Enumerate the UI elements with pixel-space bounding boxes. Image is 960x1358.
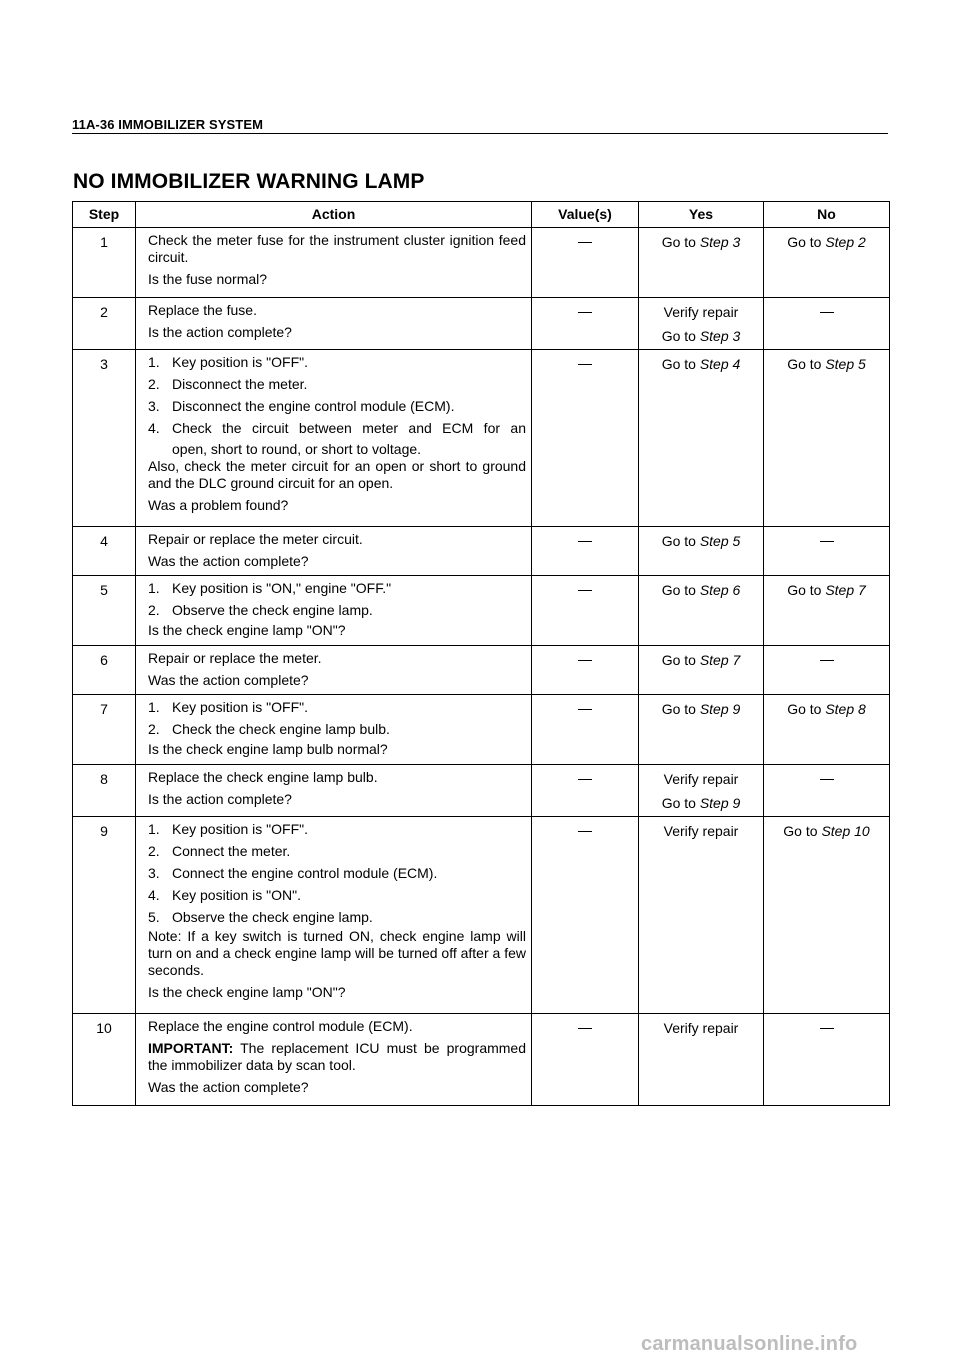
yes-verify-repair: Verify repair — [663, 304, 739, 320]
value-dash — [578, 541, 592, 542]
action-text: Check the meter fuse for the instrument cluster ignition feed circuit. — [148, 232, 526, 265]
action-cell — [136, 228, 532, 298]
value-cell — [532, 527, 639, 576]
list-item: 3. Disconnect the engine control module (ECM). — [148, 398, 455, 414]
value-dash — [578, 364, 592, 365]
list-item-continuation: open, short to round, or short to voltage. — [172, 441, 422, 457]
no-goto: Go to — [783, 823, 822, 839]
list-item: 5. Observe the check engine lamp. — [148, 909, 373, 925]
yes-goto: Go to — [661, 582, 700, 598]
action-cell — [136, 527, 532, 576]
list-item: 2. Disconnect the meter. — [148, 376, 308, 392]
value-cell — [532, 695, 639, 765]
yes-goto: Go to — [661, 356, 700, 372]
no-cell — [764, 1014, 890, 1106]
table-row — [73, 350, 890, 527]
no-dash — [820, 1028, 834, 1029]
table-header-row — [73, 202, 890, 228]
no-dash — [820, 312, 834, 313]
list-item: 2. Check the check engine lamp bulb. — [148, 721, 390, 737]
no-cell — [764, 817, 890, 1014]
yes-cell — [639, 817, 764, 1014]
no-cell — [764, 350, 890, 527]
list-item: 2. Connect the meter. — [148, 843, 291, 859]
action-text: Repair or replace the meter circuit. — [148, 531, 363, 547]
action-note: Also, check the meter circuit for an open or short to ground and the DLC ground circuit for an open. — [148, 458, 526, 491]
list-item: 1. Key position is "ON," engine "OFF." — [148, 580, 392, 596]
value-cell — [532, 228, 639, 298]
value-cell — [532, 765, 639, 817]
no-step-link[interactable]: Step 5 — [825, 356, 866, 372]
yes-cell — [639, 646, 764, 695]
step-number: 7 — [73, 695, 136, 765]
action-text: Replace the check engine lamp bulb. — [148, 769, 378, 785]
list-item: 1. Key position is "OFF". — [148, 821, 308, 837]
no-cell — [764, 228, 890, 298]
action-question: Is the check engine lamp "ON"? — [148, 984, 346, 1000]
step-number: 10 — [73, 1014, 136, 1106]
yes-step-link[interactable]: Step 5 — [699, 533, 741, 549]
action-cell — [136, 765, 532, 817]
no-cell — [764, 695, 890, 765]
yes-verify-repair: Verify repair — [663, 823, 739, 839]
page-header: 11A-36 IMMOBILIZER SYSTEM — [72, 117, 888, 134]
action-question: Was the action complete? — [148, 1079, 309, 1095]
yes-goto: Go to — [661, 701, 700, 717]
step-number: 5 — [73, 576, 136, 646]
yes-verify-repair: Verify repair — [663, 771, 739, 787]
value-dash — [578, 831, 592, 832]
action-cell — [136, 350, 532, 527]
value-cell — [532, 350, 639, 527]
yes-step-link[interactable]: Step 3 — [699, 234, 741, 250]
action-question: Is the check engine lamp "ON"? — [148, 622, 346, 638]
list-item: 1. Key position is "OFF". — [148, 354, 308, 370]
no-goto: Go to — [787, 356, 826, 372]
action-question: Is the check engine lamp bulb normal? — [148, 741, 388, 757]
yes-step-link[interactable]: Step 4 — [699, 356, 741, 372]
step-number: 1 — [73, 228, 136, 298]
yes-cell — [639, 576, 764, 646]
value-cell — [532, 646, 639, 695]
step-number: 6 — [73, 646, 136, 695]
table-row — [73, 646, 890, 695]
no-cell — [764, 527, 890, 576]
no-goto: Go to — [787, 234, 826, 250]
watermark: carmanualsonline.info — [641, 1333, 858, 1355]
table-row — [73, 576, 890, 646]
yes-goto: Go to — [661, 652, 700, 668]
action-text: Repair or replace the meter. — [148, 650, 322, 666]
yes-step-link[interactable]: Step 6 — [699, 582, 741, 598]
no-dash — [820, 541, 834, 542]
page-title: NO IMMOBILIZER WARNING LAMP — [73, 170, 425, 193]
yes-goto: Go to — [661, 795, 700, 811]
list-item: 1. Key position is "OFF". — [148, 699, 308, 715]
list-item: 4. Key position is "ON". — [148, 887, 301, 903]
important-label: IMPORTANT: — [148, 1040, 234, 1056]
no-step-link[interactable]: Step 8 — [825, 701, 866, 717]
diagnostic-table — [72, 201, 890, 1106]
value-cell — [532, 576, 639, 646]
table-row — [73, 695, 890, 765]
no-cell — [764, 298, 890, 350]
action-note: Note: If a key switch is turned ON, check engine lamp will turn on and a check engine lamp will be turned off after a few seconds. — [148, 928, 526, 978]
yes-step-link[interactable]: Step 3 — [699, 328, 741, 344]
col-header-step: Step — [73, 202, 136, 228]
yes-step-link[interactable]: Step 9 — [699, 795, 741, 811]
no-cell — [764, 576, 890, 646]
step-number: 3 — [73, 350, 136, 527]
action-question: Was a problem found? — [148, 497, 289, 513]
no-goto: Go to — [787, 582, 826, 598]
yes-cell — [639, 695, 764, 765]
step-number: 9 — [73, 817, 136, 1014]
list-item: 3. Connect the engine control module (ECM). — [148, 865, 438, 881]
table-row — [73, 765, 890, 817]
yes-goto: Go to — [661, 234, 700, 250]
value-dash — [578, 242, 592, 243]
yes-cell — [639, 228, 764, 298]
no-step-link[interactable]: Step 10 — [821, 823, 870, 839]
table-row — [73, 817, 890, 1014]
no-cell — [764, 765, 890, 817]
yes-goto: Go to — [661, 533, 700, 549]
yes-cell — [639, 350, 764, 527]
value-dash — [578, 1028, 592, 1029]
action-question: Is the action complete? — [148, 324, 292, 340]
step-number: 8 — [73, 765, 136, 817]
yes-cell — [639, 527, 764, 576]
action-cell — [136, 817, 532, 1014]
no-goto: Go to — [787, 701, 826, 717]
col-header-no: No — [764, 202, 890, 228]
col-header-yes: Yes — [639, 202, 764, 228]
list-item: 4. Check the circuit between meter and ECM for an — [148, 420, 526, 436]
value-dash — [578, 779, 592, 780]
no-step-link[interactable]: Step 7 — [825, 582, 866, 598]
col-header-action: Action — [136, 202, 532, 228]
table-row — [73, 228, 890, 298]
action-cell — [136, 1014, 532, 1106]
table-row — [73, 298, 890, 350]
action-cell — [136, 298, 532, 350]
action-cell — [136, 576, 532, 646]
yes-cell — [639, 298, 764, 350]
no-dash — [820, 779, 834, 780]
no-cell — [764, 646, 890, 695]
yes-cell — [639, 765, 764, 817]
yes-goto: Go to — [661, 328, 700, 344]
important-text: The replacement ICU must be programmed the immobilizer data by scan tool. — [148, 1040, 527, 1073]
list-item: 2. Observe the check engine lamp. — [148, 602, 373, 618]
value-cell — [532, 817, 639, 1014]
value-dash — [578, 709, 592, 710]
yes-step-link[interactable]: Step 7 — [699, 652, 741, 668]
action-text: Replace the engine control module (ECM). — [148, 1018, 413, 1034]
table-row — [73, 527, 890, 576]
value-dash — [578, 590, 592, 591]
action-question: Is the fuse normal? — [148, 271, 268, 287]
step-number: 2 — [73, 298, 136, 350]
no-step-link[interactable]: Step 2 — [825, 234, 866, 250]
action-text: Replace the fuse. — [148, 302, 257, 318]
value-dash — [578, 660, 592, 661]
value-cell — [532, 1014, 639, 1106]
no-dash — [820, 660, 834, 661]
value-cell — [532, 298, 639, 350]
yes-cell — [639, 1014, 764, 1106]
action-question: Was the action complete? — [148, 553, 309, 569]
action-cell — [136, 646, 532, 695]
important-note — [148, 1040, 526, 1074]
col-header-values: Value(s) — [532, 202, 639, 228]
step-number: 4 — [73, 527, 136, 576]
yes-step-link[interactable]: Step 9 — [699, 701, 741, 717]
action-question: Was the action complete? — [148, 672, 309, 688]
table-row — [73, 1014, 890, 1106]
action-question: Is the action complete? — [148, 791, 292, 807]
action-cell — [136, 695, 532, 765]
value-dash — [578, 312, 592, 313]
yes-verify-repair: Verify repair — [663, 1020, 739, 1036]
